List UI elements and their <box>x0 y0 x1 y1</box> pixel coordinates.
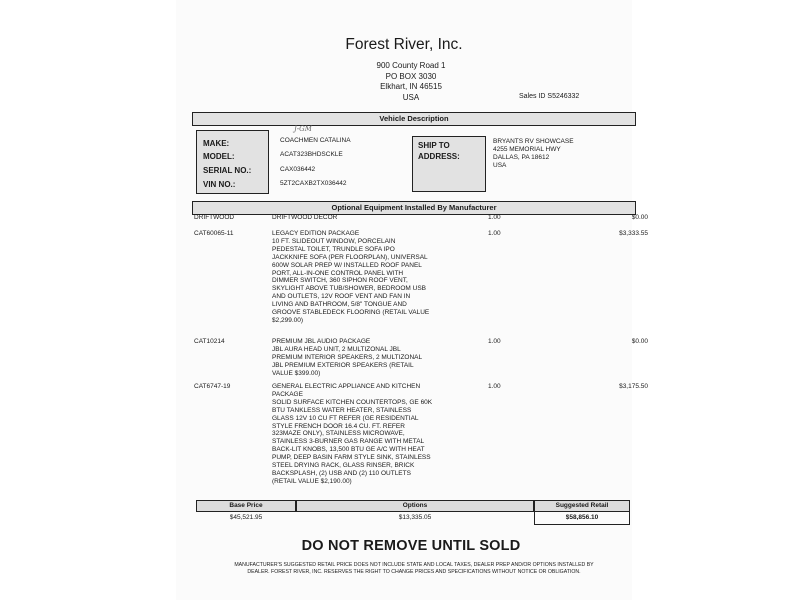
equipment-price: $3,175.50 <box>619 383 648 390</box>
equipment-qty: 1.00 <box>488 214 501 221</box>
description-line: GLASS 12V 10 CU FT REFER (GE RESIDENTIAL <box>272 414 419 422</box>
equipment-price: $3,333.55 <box>619 230 648 237</box>
description-line: VALUE $399.00) <box>272 369 321 377</box>
equipment-qty: 1.00 <box>488 338 501 345</box>
equipment-description <box>272 383 497 486</box>
address-line: USA <box>402 92 420 102</box>
vehicle-description-header: Vehicle Description <box>192 112 636 126</box>
ship-to-label: SHIP TO ADDRESS: <box>418 141 460 161</box>
vin-value: 5ZT2CAXB2TX036442 <box>280 180 347 187</box>
suggested-retail-label: Suggested Retail <box>534 500 630 512</box>
options-label: Options <box>296 500 534 512</box>
optional-equipment-header: Optional Equipment Installed By Manufacturer <box>192 201 636 215</box>
description-line: 323MAZE ONLY), STAINLESS MICROWAVE, <box>272 430 405 438</box>
description-line: 10 FT. SLIDEOUT WINDOW, PORCELAIN <box>272 237 396 245</box>
options-cell <box>296 500 534 524</box>
description-line: 600W SOLAR PREP W/ INSTALLED ROOF PANEL <box>272 261 422 269</box>
vehicle-label-box <box>196 130 269 194</box>
equipment-description <box>272 230 497 325</box>
ship-to-label-box <box>412 136 486 192</box>
make-value: COACHMEN CATALINA <box>280 137 351 144</box>
description-line: GENERAL ELECTRIC APPLIANCE AND KITCHEN <box>272 383 421 390</box>
description-line: PORT, ALL-IN-ONE CONTROL PANEL WITH <box>272 269 404 277</box>
disclaimer-line: MANUFACTURER'S SUGGESTED RETAIL PRICE DOES NOT INCLUDE STATE AND LOCAL TAXES, DEALER PREP AND/OR OPTIONS INSTALLED BY <box>234 562 594 568</box>
make-label: MAKE: <box>203 139 230 148</box>
equipment-code: CAT60065-11 <box>194 230 234 237</box>
description-line: STYLE FRENCH DOOR 16.4 CU. FT. REFER <box>272 422 405 430</box>
company-name: Forest River, Inc. <box>345 36 463 53</box>
disclaimer-line: DEALER. FOREST RIVER, INC. RESERVES THE RIGHT TO CHANGE PRICES AND SPECIFICATIONS WITHOUT NOTICE OR OBLIGATION. <box>247 568 581 575</box>
window-sticker <box>176 0 648 600</box>
description-line: LIVING AND BATHROOM, 5/8" TONGUE AND <box>272 301 407 309</box>
description-line: STAINLESS 3-BURNER GAS RANGE WITH METAL <box>272 438 425 446</box>
description-line: PACKAGE <box>272 390 303 398</box>
pricing-disclaimer <box>190 562 638 575</box>
ship-to-line: BRYANTS RV SHOWCASE <box>493 138 574 145</box>
description-line: $2,299.00) <box>272 316 304 324</box>
description-line: BTU TANKLESS WATER HEATER, STAINLESS <box>272 406 412 414</box>
do-not-remove-warning: DO NOT REMOVE UNTIL SOLD <box>301 538 521 554</box>
description-line: PREMIUM JBL AUDIO PACKAGE <box>272 338 371 345</box>
description-line: BACK-LIT KNOBS, 13,500 BTU GE A/C WITH HEAT <box>272 446 425 454</box>
description-line: STEEL DRYING RACK, GLASS RINSER, BRICK <box>272 462 415 470</box>
description-line: BACKSPLASH, (2) USB AND (2) 110 OUTLETS <box>272 469 411 477</box>
description-line: SOLID SURFACE KITCHEN COUNTERTOPS, GE 60K <box>272 398 433 406</box>
equipment-code: DRIFTWOOD <box>194 214 235 221</box>
equipment-qty: 1.00 <box>488 383 501 390</box>
options-value: $13,335.05 <box>398 514 432 521</box>
vin-label: VIN NO.: <box>203 180 236 189</box>
description-line: DIMMER SWITCH, 360 SIPHON ROOF VENT, <box>272 277 408 285</box>
equipment-qty: 1.00 <box>488 230 501 237</box>
equipment-code: CAT6747-19 <box>194 383 231 390</box>
ship-to-address <box>493 138 574 170</box>
serial-label: SERIAL NO.: <box>203 166 252 175</box>
address-line: Elkhart, IN 46515 <box>380 82 442 91</box>
address-line: PO BOX 3030 <box>385 71 437 81</box>
description-line: PREMIUM INTERIOR SPEAKERS, 2 MULTIZONAL <box>272 353 423 361</box>
description-line: LEGACY EDITION PACKAGE <box>272 230 360 237</box>
description-line: PEDESTAL TOILET, TRUNDLE SOFA IPO <box>272 245 395 253</box>
description-line: DRIFTWOOD DECOR <box>272 214 338 221</box>
equipment-price: $0.00 <box>631 214 648 221</box>
ship-to-line: USA <box>493 162 507 169</box>
serial-value: CAX036442 <box>280 166 316 173</box>
suggested-retail-cell <box>534 500 630 524</box>
suggested-retail-value: $58,856.10 <box>565 514 599 521</box>
price-summary <box>196 500 632 525</box>
description-line: PUMP, DEEP BASIN FARM STYLE SINK, STAINLESS <box>272 454 431 462</box>
equipment-description <box>272 338 497 378</box>
description-line: JBL PREMIUM EXTERIOR SPEAKERS (RETAIL <box>272 361 414 369</box>
base-price-cell <box>196 500 296 524</box>
equipment-code: CAT10214 <box>194 338 225 345</box>
sales-id: Sales ID S5246332 <box>519 93 580 100</box>
model-value: ACAT323BHDSCKLE <box>280 151 343 158</box>
base-price-label: Base Price <box>196 500 296 512</box>
description-line: SKYLIGHT ABOVE TUB/SHOWER, BEDROOM USB <box>272 285 426 293</box>
equipment-price: $0.00 <box>631 338 648 345</box>
ship-to-line: 4255 MEMORIAL HWY <box>493 146 561 153</box>
description-line: (RETAIL VALUE $2,190.00) <box>272 477 352 485</box>
handwritten-initials: J-GM <box>294 125 312 133</box>
equipment-description <box>272 214 497 222</box>
description-line: AND OUTLETS, 12V ROOF VENT AND FAN IN <box>272 293 411 301</box>
model-label: MODEL: <box>203 152 235 161</box>
base-price-value: $45,521.95 <box>229 514 263 521</box>
address-line: 900 County Road 1 <box>376 61 446 70</box>
description-line: JBL AURA HEAD UNIT, 2 MULTIZONAL JBL <box>272 345 401 353</box>
ship-to-line: DALLAS, PA 18612 <box>493 154 550 161</box>
description-line: GROOVE STABLEDECK FLOORING (RETAIL VALUE <box>272 309 430 317</box>
description-line: JACKKNIFE SOFA (PER FLOORPLAN), UNIVERSAL <box>272 253 428 261</box>
